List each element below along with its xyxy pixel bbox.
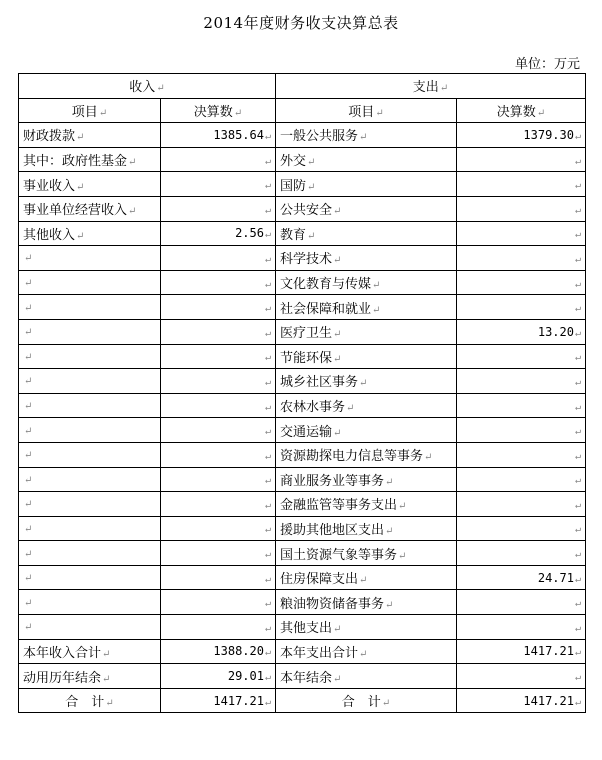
expense-item-cell: 援助其他地区支出↵ <box>276 516 457 541</box>
table-row <box>19 418 586 443</box>
income-item-cell: ↵ <box>19 615 161 640</box>
expense-item-cell: 社会保障和就业↵ <box>276 295 457 320</box>
expense-item-cell: 交通运输↵ <box>276 418 457 443</box>
total-row <box>19 688 586 713</box>
expense-amount-cell: ↵ <box>457 590 586 615</box>
income-amount-cell: 1385.64↵ <box>161 123 276 148</box>
income-item-cell: 其他收入↵ <box>19 221 161 246</box>
income-amount-cell: ↵ <box>161 344 276 369</box>
expense-item-cell: 科学技术↵ <box>276 246 457 271</box>
income-amount-cell: ↵ <box>161 270 276 295</box>
income-item-cell: ↵ <box>19 270 161 295</box>
income-amount-cell: 1388.20↵ <box>161 639 276 664</box>
income-amount-cell: ↵ <box>161 246 276 271</box>
income-item-cell: ↵ <box>19 442 161 467</box>
table-row <box>19 147 586 172</box>
expense-item-cell: 公共安全↵ <box>276 196 457 221</box>
expense-item-cell: 其他支出↵ <box>276 615 457 640</box>
table-row <box>19 344 586 369</box>
table-row <box>19 664 586 689</box>
expense-amount-cell: 1379.30↵ <box>457 123 586 148</box>
expense-amount-cell: ↵ <box>457 492 586 517</box>
expense-amount-cell: ↵ <box>457 172 586 197</box>
expense-item-cell: 医疗卫生↵ <box>276 319 457 344</box>
expense-item-cell: 国防↵ <box>276 172 457 197</box>
expense-amount-cell: ↵ <box>457 246 586 271</box>
income-item-cell: ↵ <box>19 590 161 615</box>
income-amount-cell: ↵ <box>161 393 276 418</box>
income-amount-cell: ↵ <box>161 467 276 492</box>
income-amount-cell: ↵ <box>161 369 276 394</box>
table-row <box>19 369 586 394</box>
income-amount-cell: ↵ <box>161 565 276 590</box>
income-amount-cell: ↵ <box>161 442 276 467</box>
expense-amount-cell: ↵ <box>457 442 586 467</box>
expense-amount-header: 决算数↵ <box>457 98 586 123</box>
expense-item-cell: 资源勘探电力信息等事务↵ <box>276 442 457 467</box>
expense-amount-cell: ↵ <box>457 295 586 320</box>
income-item-cell: ↵ <box>19 467 161 492</box>
expense-item-cell: 粮油物资储备事务↵ <box>276 590 457 615</box>
expense-item-cell: 外交↵ <box>276 147 457 172</box>
income-amount-cell: ↵ <box>161 319 276 344</box>
expense-item-cell: 节能环保↵ <box>276 344 457 369</box>
table-row <box>19 565 586 590</box>
table-row <box>19 270 586 295</box>
expense-amount-cell: ↵ <box>457 221 586 246</box>
income-item-cell: ↵ <box>19 319 161 344</box>
income-item-cell: 财政拨款↵ <box>19 123 161 148</box>
expense-header: 支出↵ <box>276 74 586 99</box>
income-item-cell: 其中：政府性基金↵ <box>19 147 161 172</box>
section-header-row <box>19 74 586 99</box>
expense-total-label: 合 计↵ <box>276 688 457 713</box>
expense-amount-cell: 13.20↵ <box>457 319 586 344</box>
income-amount-cell: 29.01↵ <box>161 664 276 689</box>
income-amount-cell: ↵ <box>161 172 276 197</box>
expense-amount-cell: ↵ <box>457 270 586 295</box>
income-item-cell: ↵ <box>19 492 161 517</box>
expense-item-cell: 国土资源气象等事务↵ <box>276 541 457 566</box>
expense-amount-cell: ↵ <box>457 147 586 172</box>
income-item-cell: 动用历年结余↵ <box>19 664 161 689</box>
income-item-cell: ↵ <box>19 565 161 590</box>
table-row <box>19 172 586 197</box>
income-amount-cell: ↵ <box>161 615 276 640</box>
table-row <box>19 123 586 148</box>
expense-item-cell: 城乡社区事务↵ <box>276 369 457 394</box>
table-row <box>19 541 586 566</box>
income-total-amount: 1417.21↵ <box>161 688 276 713</box>
income-amount-cell: ↵ <box>161 147 276 172</box>
expense-amount-cell: 1417.21↵ <box>457 639 586 664</box>
expense-amount-cell: ↵ <box>457 196 586 221</box>
expense-item-header: 项目↵ <box>276 98 457 123</box>
expense-amount-cell: 24.71↵ <box>457 565 586 590</box>
income-item-cell: 事业单位经营收入↵ <box>19 196 161 221</box>
expense-amount-cell: ↵ <box>457 664 586 689</box>
expense-amount-cell: ↵ <box>457 369 586 394</box>
expense-amount-cell: ↵ <box>457 467 586 492</box>
table-row <box>19 295 586 320</box>
income-item-header: 项目↵ <box>19 98 161 123</box>
expense-item-cell: 金融监管等事务支出↵ <box>276 492 457 517</box>
expense-amount-cell: ↵ <box>457 615 586 640</box>
income-amount-cell: ↵ <box>161 418 276 443</box>
table-row <box>19 319 586 344</box>
table-row <box>19 492 586 517</box>
table-row <box>19 393 586 418</box>
income-item-cell: ↵ <box>19 369 161 394</box>
income-amount-header: 决算数↵ <box>161 98 276 123</box>
income-item-cell: ↵ <box>19 541 161 566</box>
income-amount-cell: ↵ <box>161 196 276 221</box>
table-row <box>19 221 586 246</box>
income-total-label: 合 计↵ <box>19 688 161 713</box>
expense-item-cell: 本年结余↵ <box>276 664 457 689</box>
table-row <box>19 615 586 640</box>
page-title: 2014年度财务收支决算总表 <box>203 14 399 32</box>
expense-total-amount: 1417.21↵ <box>457 688 586 713</box>
expense-item-cell: 文化教育与传媒↵ <box>276 270 457 295</box>
expense-item-cell: 住房保障支出↵ <box>276 565 457 590</box>
expense-item-cell: 一般公共服务↵ <box>276 123 457 148</box>
income-amount-cell: 2.56↵ <box>161 221 276 246</box>
income-item-cell: 本年收入合计↵ <box>19 639 161 664</box>
income-item-cell: ↵ <box>19 393 161 418</box>
column-header-row <box>19 98 586 123</box>
income-item-cell: ↵ <box>19 344 161 369</box>
expense-amount-cell: ↵ <box>457 516 586 541</box>
expense-amount-cell: ↵ <box>457 541 586 566</box>
table-row <box>19 442 586 467</box>
expense-amount-cell: ↵ <box>457 393 586 418</box>
table-row <box>19 516 586 541</box>
income-amount-cell: ↵ <box>161 590 276 615</box>
expense-item-cell: 农林水事务↵ <box>276 393 457 418</box>
table-row <box>19 639 586 664</box>
expense-amount-cell: ↵ <box>457 344 586 369</box>
income-header: 收入↵ <box>19 74 276 99</box>
expense-item-cell: 教育↵ <box>276 221 457 246</box>
income-item-cell: ↵ <box>19 246 161 271</box>
expense-item-cell: 本年支出合计↵ <box>276 639 457 664</box>
income-item-cell: ↵ <box>19 295 161 320</box>
income-amount-cell: ↵ <box>161 492 276 517</box>
income-amount-cell: ↵ <box>161 541 276 566</box>
expense-item-cell: 商业服务业等事务↵ <box>276 467 457 492</box>
income-item-cell: ↵ <box>19 418 161 443</box>
income-item-cell: ↵ <box>19 516 161 541</box>
income-amount-cell: ↵ <box>161 295 276 320</box>
income-amount-cell: ↵ <box>161 516 276 541</box>
table-row <box>19 590 586 615</box>
income-item-cell: 事业收入↵ <box>19 172 161 197</box>
table-row <box>19 246 586 271</box>
budget-table <box>18 73 586 713</box>
expense-amount-cell: ↵ <box>457 418 586 443</box>
table-row <box>19 196 586 221</box>
unit-label: 单位：万元 <box>514 57 580 72</box>
table-row <box>19 467 586 492</box>
